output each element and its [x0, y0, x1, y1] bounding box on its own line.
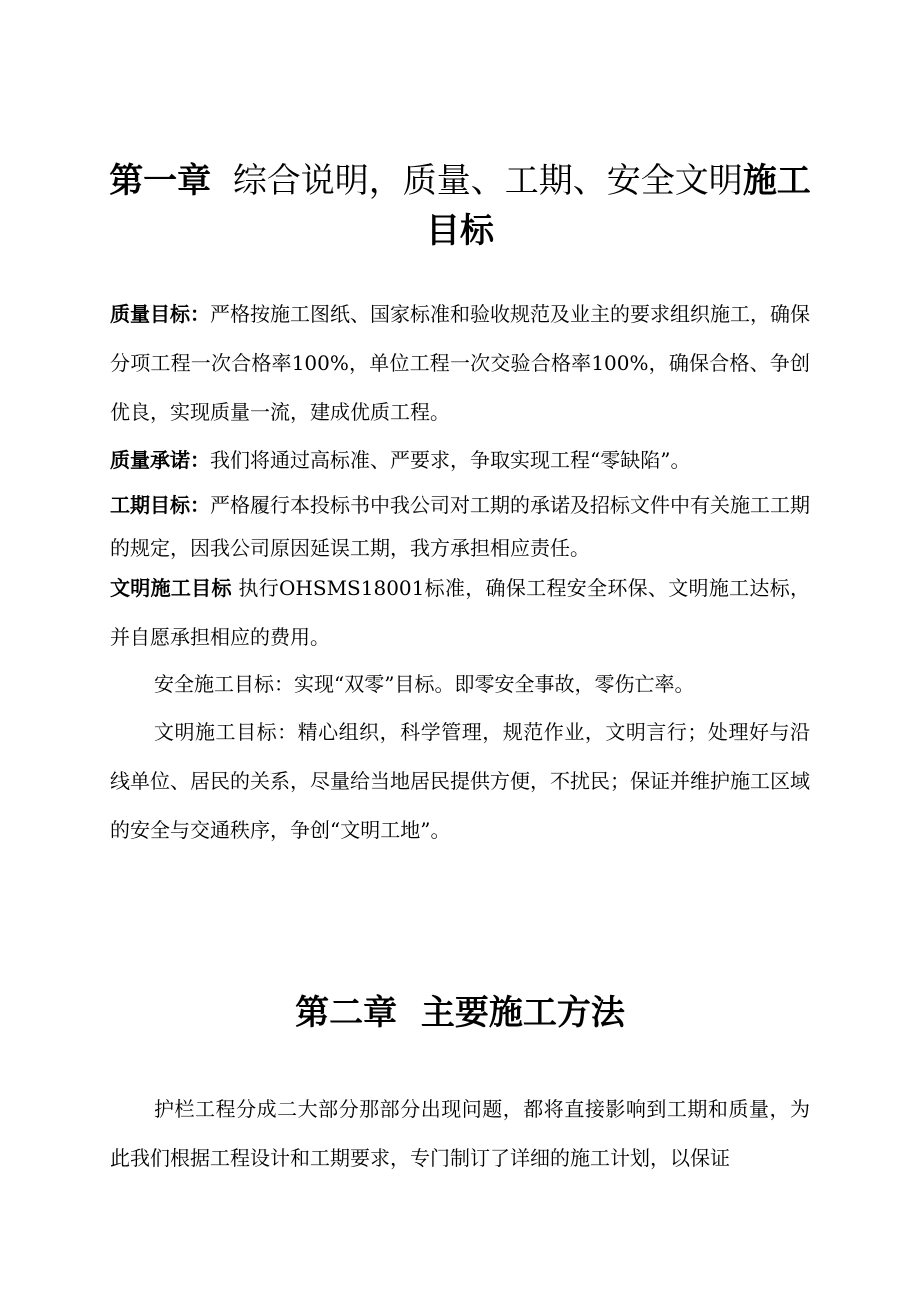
safety-goal-paragraph: 安全施工目标：实现“双零”目标。即零安全事故，零伤亡率。 [154, 672, 695, 696]
quality-promise-text: 我们将通过高标准、严要求，争取实现工程“零缺陷”。 [210, 448, 691, 472]
chapter2-heading: 第二章 主要施工方法 [295, 993, 625, 1033]
chapter2-intro-paragraph: 护栏工程分成二大部分那部分出现问题，都将直接影响到工期和质量，为此我们根据工程设计和工期要求，专门制订了详细的施工计划，以保证 [110, 1097, 810, 1170]
chapter1-heading-bold-tail: 施工 [742, 161, 811, 201]
quality-promise-label: 质量承诺： [110, 448, 210, 472]
chapter1-heading-text: 综合说明，质量、工期、安全文明 [232, 161, 743, 201]
chapter1-number: 第一章 [109, 161, 212, 201]
quality-promise-paragraph [110, 436, 810, 485]
schedule-goal-text: 严格履行本投标书中我公司对工期的承诺及招标文件中有关施工工期的规定，因我公司原因延误工期，我方承担相应责任。 [110, 493, 810, 560]
civilized-goal-label: 文明施工目标 [110, 576, 232, 600]
chapter1-heading-line2: 目标 [426, 211, 494, 251]
schedule-goal-label: 工期目标： [110, 493, 210, 517]
civilized-goal-detail-paragraph: 文明施工目标：精心组织，科学管理，规范作业，文明言行；处理好与沿线单位、居民的关系，尽量给当地居民提供方便，不扰民；保证并维护施工区域的安全与交通秩序，争创“文明工地”。 [110, 720, 810, 842]
quality-goal-text: 严格按施工图纸、国家标准和验收规范及业主的要求组织施工，确保分项工程一次合格率100%，单位工程一次交验合格率100%，确保合格、争创优良，实现质量一流，建成优质工程。 [110, 302, 810, 424]
quality-goal-paragraph [110, 290, 810, 437]
chapter1-heading [100, 156, 820, 256]
civilized-goal-paragraph [110, 564, 810, 662]
quality-goal-label: 质量目标： [110, 302, 210, 326]
civilized-goal-text: 执行OHSMS18001标准，确保工程安全环保、文明施工达标，并自愿承担相应的费用。 [110, 576, 810, 649]
schedule-goal-paragraph [110, 484, 810, 570]
